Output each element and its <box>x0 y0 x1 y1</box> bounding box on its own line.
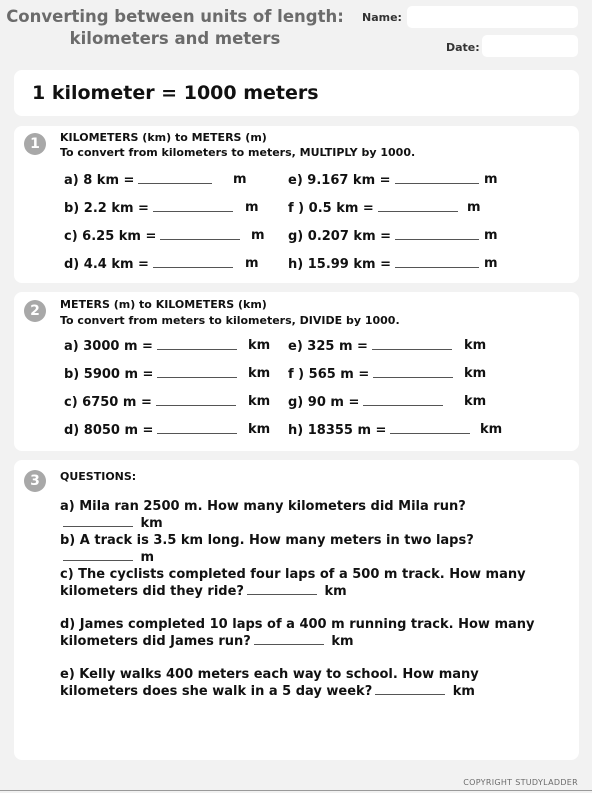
unit: km <box>248 422 271 437</box>
unit: m <box>484 172 498 187</box>
worksheet-title <box>0 6 350 50</box>
question-unit: m <box>140 550 155 565</box>
unit: m <box>484 256 498 271</box>
problem-1c <box>64 228 244 244</box>
question-text: a) Mila ran 2500 m. How many kilometers did Mila run? <box>60 499 466 514</box>
problem-label: f ) 0.5 km = <box>288 201 374 216</box>
problem-label: b) 2.2 km = <box>64 201 149 216</box>
question-text: c) The cyclists completed four laps of a 500 m track. How many kilometers did they ride? <box>60 567 526 599</box>
answer-line[interactable] <box>363 394 443 406</box>
answer-line[interactable] <box>153 200 233 212</box>
answer-line[interactable] <box>254 633 324 645</box>
answer-line[interactable] <box>373 366 453 378</box>
title-line-2: kilometers and meters <box>69 29 281 48</box>
answer-line[interactable] <box>63 515 133 527</box>
problem-label: a) 3000 m = <box>64 339 153 354</box>
date-field[interactable] <box>482 35 578 57</box>
answer-line[interactable] <box>157 422 237 434</box>
question-unit: km <box>452 684 475 699</box>
problem-label: c) 6750 m = <box>64 395 152 410</box>
problem-label: g) 90 m = <box>288 395 360 410</box>
answer-line[interactable] <box>247 583 317 595</box>
answer-line[interactable] <box>375 683 445 695</box>
question-text: e) Kelly walks 400 meters each way to school. How many kilometers does she walk in a 5 day week? <box>60 667 479 699</box>
answer-line[interactable] <box>378 200 458 212</box>
question-text: d) James completed 10 laps of a 400 m running track. How many kilometers did James run? <box>60 617 535 649</box>
unit: km <box>248 394 271 409</box>
problem-2e <box>288 338 456 354</box>
section-2-instruction: To convert from meters to kilometers, DIVIDE by 1000. <box>60 314 400 327</box>
answer-line[interactable] <box>157 366 237 378</box>
question-e <box>60 666 540 700</box>
problem-label: b) 5900 m = <box>64 367 154 382</box>
unit: km <box>464 338 487 353</box>
problem-label: d) 8050 m = <box>64 423 154 438</box>
question-c <box>60 566 540 600</box>
unit: km <box>248 366 271 381</box>
bottom-rule <box>0 790 592 791</box>
problem-label: h) 15.99 km = <box>288 257 391 272</box>
problem-label: c) 6.25 km = <box>64 229 157 244</box>
section-1-title: KILOMETERS (km) to METERS (m) <box>60 131 267 144</box>
answer-line[interactable] <box>395 256 479 268</box>
problem-1f <box>288 200 462 216</box>
question-unit: km <box>140 516 163 531</box>
name-field[interactable] <box>407 6 578 28</box>
unit: km <box>464 394 487 409</box>
section-2-number-badge: 2 <box>24 300 46 322</box>
answer-line[interactable] <box>395 228 479 240</box>
problem-label: e) 325 m = <box>288 339 368 354</box>
unit: m <box>233 172 247 187</box>
unit: m <box>484 228 498 243</box>
title-line-1: Converting between units of length: <box>6 7 344 26</box>
problem-2c <box>64 394 240 410</box>
problem-1b <box>64 200 237 216</box>
section-1-instruction: To convert from kilometers to meters, MULTIPLY by 1000. <box>60 146 416 159</box>
section-3-title: QUESTIONS: <box>60 470 137 483</box>
problem-label: f ) 565 m = <box>288 367 370 382</box>
problem-2g <box>288 394 447 410</box>
problem-1d <box>64 256 237 272</box>
problem-label: a) 8 km = <box>64 173 135 188</box>
unit: m <box>251 228 265 243</box>
problem-1h <box>288 256 483 272</box>
question-b <box>60 532 540 566</box>
section-3-number-badge: 3 <box>24 470 46 492</box>
date-label: Date: <box>446 41 480 54</box>
problem-2h <box>288 422 474 438</box>
answer-line[interactable] <box>395 172 479 184</box>
question-d <box>60 616 540 650</box>
answer-line[interactable] <box>138 172 212 184</box>
copyright-notice: COPYRIGHT STUDYLADDER <box>463 778 578 787</box>
problem-1e <box>288 172 483 188</box>
problem-label: g) 0.207 km = <box>288 229 392 244</box>
problem-label: d) 4.4 km = <box>64 257 149 272</box>
question-unit: km <box>331 634 354 649</box>
question-text: b) A track is 3.5 km long. How many meters in two laps? <box>60 533 474 548</box>
name-label: Name: <box>362 11 402 24</box>
answer-line[interactable] <box>390 422 470 434</box>
problem-1g <box>288 228 483 244</box>
answer-line[interactable] <box>63 549 133 561</box>
problem-2b <box>64 366 241 382</box>
section-1-number-badge: 1 <box>24 133 46 155</box>
answer-line[interactable] <box>160 228 240 240</box>
problem-2f <box>288 366 457 382</box>
question-unit: km <box>324 584 347 599</box>
problem-label: e) 9.167 km = <box>288 173 391 188</box>
section-2-title: METERS (m) to KILOMETERS (km) <box>60 298 267 311</box>
problem-1a <box>64 172 216 188</box>
unit: km <box>248 338 271 353</box>
answer-line[interactable] <box>372 338 452 350</box>
unit: km <box>464 366 487 381</box>
unit: m <box>245 200 259 215</box>
problem-label: h) 18355 m = <box>288 423 387 438</box>
unit: km <box>480 422 503 437</box>
problem-2a <box>64 338 241 354</box>
question-a <box>60 498 540 532</box>
answer-line[interactable] <box>157 338 237 350</box>
answer-line[interactable] <box>156 394 236 406</box>
conversion-formula: 1 kilometer = 1000 meters <box>32 82 319 104</box>
unit: m <box>245 256 259 271</box>
answer-line[interactable] <box>153 256 233 268</box>
unit: m <box>467 200 481 215</box>
problem-2d <box>64 422 241 438</box>
